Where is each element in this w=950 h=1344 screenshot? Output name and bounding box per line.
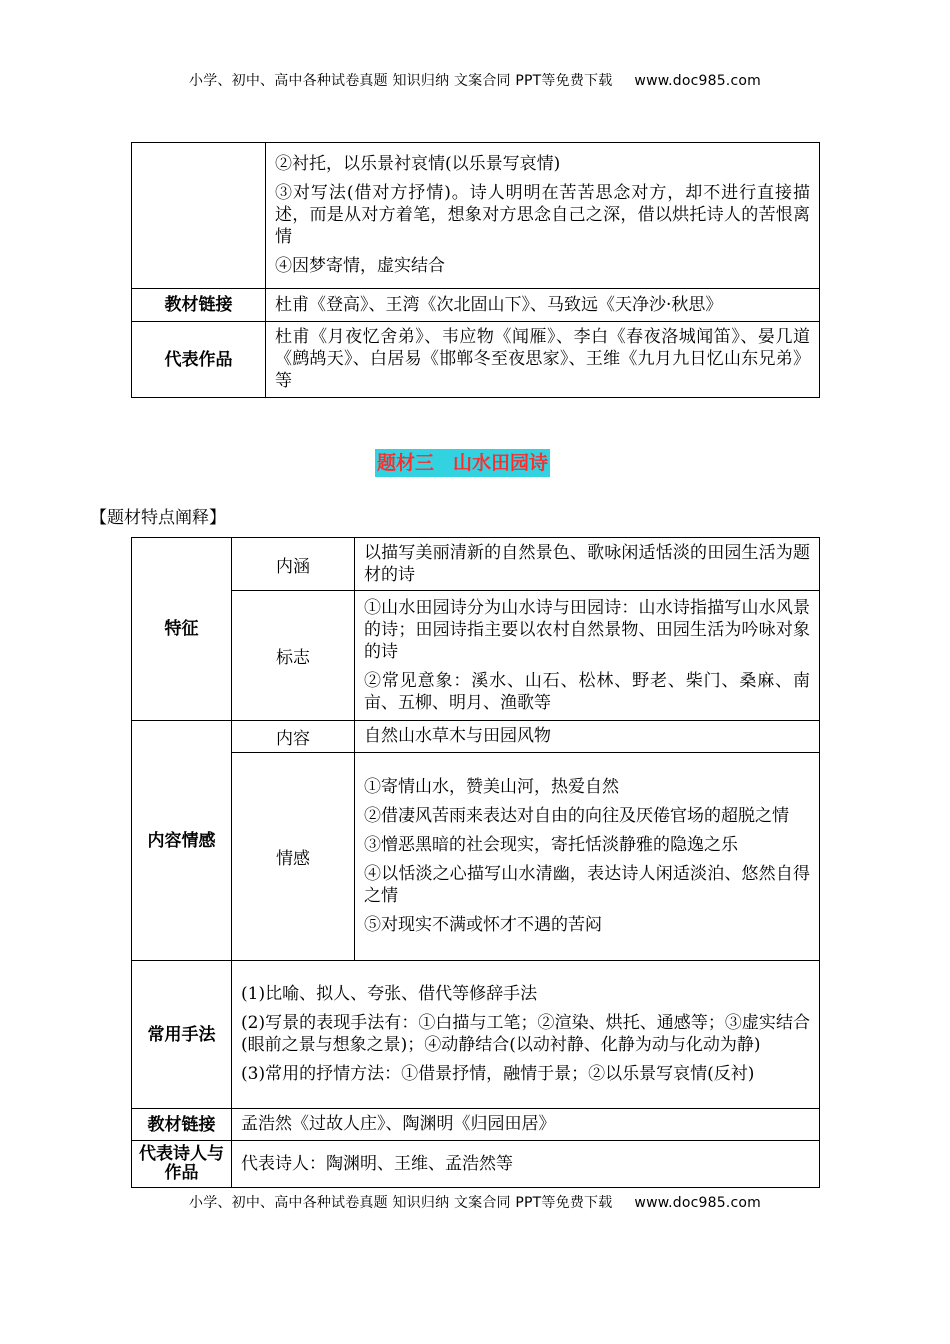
- textbook-links-cell: [266, 289, 820, 322]
- page-header: [0, 70, 950, 90]
- emotion-item: ⑤对现实不满或怀才不遇的苦闷: [364, 915, 602, 935]
- footer-url[interactable]: www.doc985.com: [634, 1195, 761, 1211]
- method-item: (3)常用的抒情方法：①借景抒情，融情于景；②以乐景写哀情(反衬): [241, 1064, 755, 1084]
- row-label-feature: 特征: [132, 538, 232, 721]
- textbook-links-cell-2: [232, 1109, 820, 1141]
- section-heading: 【题材特点阐释】: [90, 508, 226, 528]
- textbook-links-2: 孟浩然《过故人庄》、陶渊明《归园田居》: [241, 1114, 556, 1134]
- header-text: 小学、初中、高中各种试卷真题 知识归纳 文案合同 PPT等免费下载: [189, 73, 613, 89]
- representative-works: 杜甫《月夜忆舍弟》、韦应物《闻雁》、李白《春夜洛城闻笛》、晏几道《鹧鸪天》、白居易《邯郸冬至夜思家》、王维《九月九日忆山东兄弟》等: [275, 327, 810, 391]
- sub-label-connotation: 内涵: [232, 538, 355, 591]
- connotation-cell: [355, 538, 820, 591]
- row-label-content-emotion: 内容情感: [132, 721, 232, 961]
- section-title: 题材三 山水田园诗: [375, 449, 550, 477]
- textbook-links: 杜甫《登高》、王湾《次北固山下》、马致远《天净沙·秋思》: [275, 294, 723, 315]
- technique-item: ③对写法(借对方抒情)。诗人明明在苦苦思念对方，却不进行直接描述，而是从对方着笔，想象对方思念自己之深，借以烘托诗人的苦恨离情: [275, 183, 810, 247]
- emotion-item: ①寄情山水，赞美山河，热爱自然: [364, 777, 619, 797]
- sub-label-mark: 标志: [232, 591, 355, 721]
- row-label-poets: 代表诗人与作品: [132, 1141, 232, 1188]
- poets-cell: [232, 1141, 820, 1188]
- poets-text: 代表诗人：陶渊明、王维、孟浩然等: [241, 1153, 513, 1174]
- row-label-textbook-2: 教材链接: [132, 1109, 232, 1141]
- mark-item: ②常见意象：溪水、山石、松林、野老、柴门、桑麻、南亩、五柳、明月、渔歌等: [364, 670, 810, 713]
- footer-text: 小学、初中、高中各种试卷真题 知识归纳 文案合同 PPT等免费下载: [189, 1195, 613, 1211]
- emotion-item: ④以恬淡之心描写山水清幽，表达诗人闲适淡泊、悠然自得之情: [364, 864, 810, 906]
- emotion-cell: [355, 753, 820, 961]
- row-label-methods: 常用手法: [132, 961, 232, 1109]
- technique-item: ④因梦寄情，虚实结合: [275, 256, 445, 276]
- sub-label-content: 内容: [232, 721, 355, 753]
- method-item: (2)写景的表现手法有：①白描与工笔；②渲染、烘托、通感等；③虚实结合(眼前之景与想象之景)；④动静结合(以动衬静、化静为动与化动为静): [241, 1013, 810, 1055]
- technique-item: ②衬托，以乐景衬哀情(以乐景写哀情): [275, 154, 561, 174]
- sub-label-emotion: 情感: [232, 753, 355, 961]
- content-text: 自然山水草木与田园风物: [364, 726, 551, 746]
- content-cell: [355, 721, 820, 753]
- connotation-text: 以描写美丽清新的自然景色、歌咏闲适恬淡的田园生活为题材的诗: [364, 542, 810, 585]
- emotion-item: ③憎恶黑暗的社会现实，寄托恬淡静雅的隐逸之乐: [364, 835, 738, 855]
- empty-label-cell: [132, 143, 266, 289]
- theme-table: [131, 537, 820, 1188]
- header-url[interactable]: www.doc985.com: [634, 73, 761, 89]
- representative-works-cell: [266, 322, 820, 398]
- methods-cell: [232, 961, 820, 1109]
- technique-cell: [266, 143, 820, 289]
- mark-cell: [355, 591, 820, 721]
- method-item: (1)比喻、拟人、夸张、借代等修辞手法: [241, 984, 538, 1004]
- mark-item: ①山水田园诗分为山水诗与田园诗：山水诗指描写山水风景的诗；田园诗指主要以农村自然景物、田园生活为吟咏对象的诗: [364, 597, 810, 662]
- row-label-textbook: 教材链接: [132, 289, 266, 322]
- page-footer: [0, 1192, 950, 1212]
- row-label-works: 代表作品: [132, 322, 266, 398]
- table-continued: [131, 142, 820, 398]
- emotion-item: ②借凄风苦雨来表达对自由的向往及厌倦官场的超脱之情: [364, 806, 789, 826]
